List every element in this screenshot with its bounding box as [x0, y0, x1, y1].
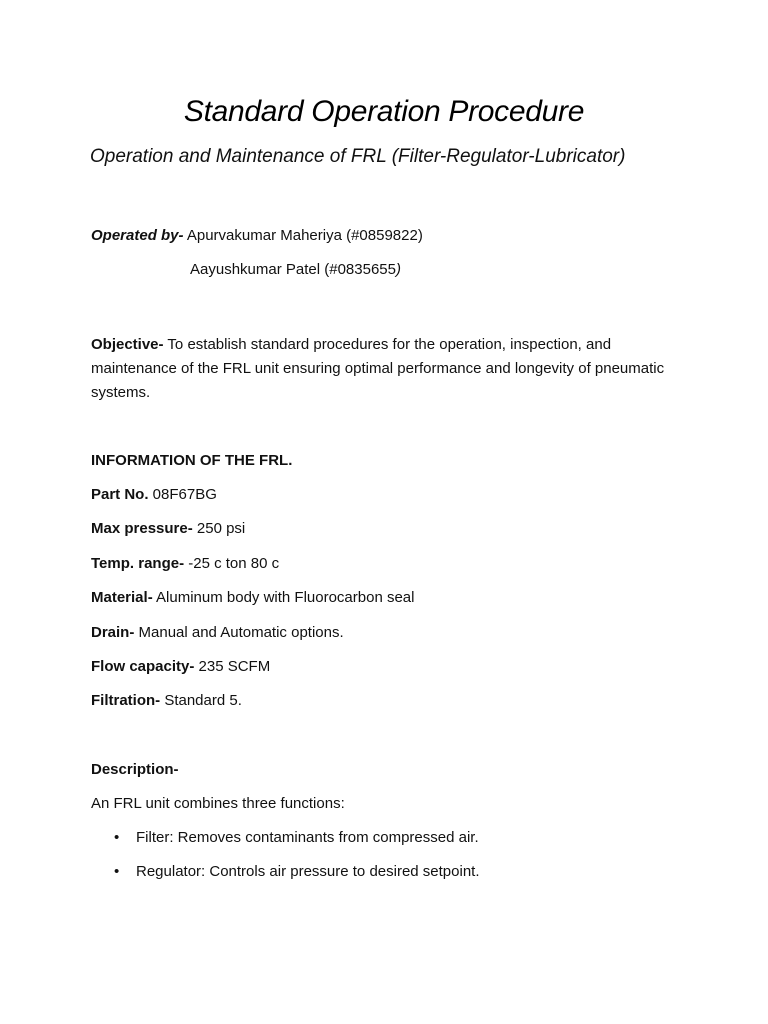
info-heading: INFORMATION OF THE FRL. [91, 452, 293, 469]
field-label: Max pressure- [91, 520, 193, 537]
operator-2: Aayushkumar Patel (#0835655 [190, 261, 396, 278]
info-field-part-no [91, 483, 217, 507]
bullet-text: Filter: Removes contaminants from compressed air. [136, 829, 479, 846]
field-label: Temp. range- [91, 555, 185, 572]
operator-1: Apurvakumar Maheriya (#0859822) [183, 227, 423, 244]
list-item [91, 860, 480, 894]
field-label: Material- [91, 589, 153, 606]
info-field-drain [91, 621, 344, 645]
field-label: Part No. [91, 486, 149, 503]
operated-by-line [91, 224, 423, 248]
field-value: Standard 5. [160, 692, 242, 709]
bullet-text: Regulator: Controls air pressure to desired setpoint. [136, 863, 480, 880]
document-subtitle: Operation and Maintenance of FRL (Filter-Regulator-Lubricator) [90, 146, 626, 167]
info-field-temp-range [91, 552, 279, 576]
document-title: Standard Operation Procedure [183, 95, 585, 128]
field-value: Aluminum body with Fluorocarbon seal [152, 589, 415, 606]
field-value: -25 c ton 80 c [184, 555, 280, 572]
field-value: 250 psi [192, 520, 246, 537]
info-field-flow-capacity [91, 655, 270, 679]
objective-text: To establish standard procedures for the operation, inspection, and maintenance of the FRL unit ensuring optimal performance and longevity of pneumatic systems. [91, 336, 665, 401]
bullet-icon: • [114, 863, 120, 880]
field-value: 08F67BG [148, 486, 217, 503]
list-item [91, 826, 480, 860]
objective-label: Objective- [91, 336, 164, 353]
operated-by-label: Operated by- [91, 227, 184, 244]
objective-paragraph [91, 333, 671, 405]
description-bullet-list [91, 826, 480, 894]
info-field-filtration [91, 689, 242, 713]
description-intro: An FRL unit combines three functions: [91, 795, 345, 812]
field-value: Manual and Automatic options. [134, 624, 344, 641]
operator-2-close: ) [395, 261, 401, 278]
info-field-material [91, 586, 414, 610]
operator-2-line [190, 258, 401, 282]
info-field-max-pressure [91, 517, 245, 541]
field-label: Filtration- [91, 692, 161, 709]
description-heading: Description- [91, 761, 179, 778]
field-value: 235 SCFM [194, 658, 271, 675]
field-label: Drain- [91, 624, 135, 641]
bullet-icon: • [114, 829, 120, 846]
field-label: Flow capacity- [91, 658, 195, 675]
